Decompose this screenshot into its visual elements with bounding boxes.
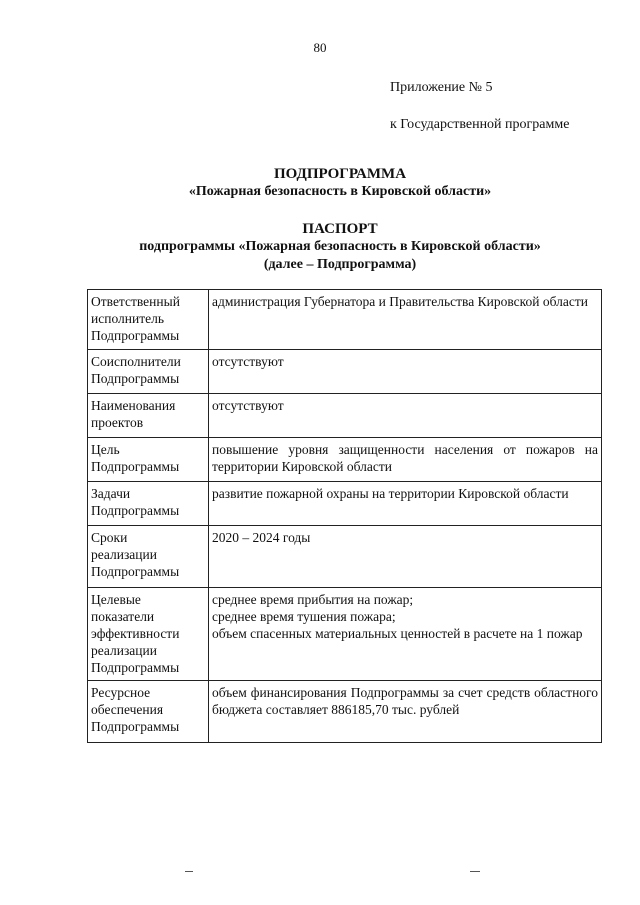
subprogram-heading: ПОДПРОГРАММА [273, 166, 407, 182]
row-label-line: Целевые [91, 592, 141, 607]
row-value-line: объем финансирования Подпрограммы за счет средств областного бюджета составляет 886185,70 тыс. рублей [212, 685, 598, 717]
passport-subtitle: подпрограммы «Пожарная безопасность в Кировской области» [139, 239, 541, 254]
row-label-line: Ресурсное [91, 685, 151, 700]
row-value-line: среднее время прибытия на пожар; [212, 592, 414, 607]
row-label-line: эффективности [91, 626, 180, 641]
row-label-line: реализации [91, 643, 157, 658]
row-value-line: повышение уровня защищенности населения от пожаров на территории Кировской области [212, 442, 598, 474]
row-value-line: среднее время тушения пожара; [212, 609, 396, 624]
table-row [88, 526, 602, 588]
row-label [88, 482, 209, 526]
row-label [88, 350, 209, 394]
table-row [88, 588, 602, 681]
table-row [88, 482, 602, 526]
row-label-line: Соисполнители [91, 354, 181, 369]
row-label-line: исполнитель [91, 311, 164, 326]
row-value [209, 526, 602, 588]
passport-title [0, 220, 640, 274]
row-value [209, 394, 602, 438]
row-label-line: Сроки [91, 530, 128, 545]
row-value-line: объем спасенных материальных ценностей в расчете на 1 пожар [212, 626, 583, 641]
row-label-line: Подпрограммы [91, 459, 180, 474]
row-value [209, 482, 602, 526]
scan-artifact [185, 871, 193, 872]
row-value [209, 681, 602, 743]
row-value [209, 290, 602, 350]
passport-heading: ПАСПОРТ [302, 221, 378, 237]
table-row [88, 438, 602, 482]
row-label-line: Подпрограммы [91, 371, 180, 386]
row-label-line: обеспечения [91, 702, 164, 717]
row-value [209, 438, 602, 482]
passport-table [87, 289, 602, 743]
table-row [88, 681, 602, 743]
row-value-line: отсутствуют [212, 354, 284, 369]
appendix-number: Приложение № 5 [390, 80, 493, 95]
row-label [88, 526, 209, 588]
page-number: 80 [313, 40, 327, 55]
appendix-reference: к Государственной программе [390, 117, 570, 132]
row-value-line: отсутствуют [212, 398, 284, 413]
row-label-line: Подпрограммы [91, 660, 180, 675]
row-label [88, 588, 209, 681]
subprogram-title [0, 165, 640, 201]
row-value [209, 350, 602, 394]
row-label-line: Подпрограммы [91, 719, 180, 734]
row-label [88, 290, 209, 350]
row-label-line: Ответственный [91, 294, 180, 309]
row-label [88, 681, 209, 743]
table-row [88, 290, 602, 350]
row-value-line: администрация Губернатора и Правительства Кировской области [212, 294, 588, 309]
row-label-line: Цель [91, 442, 120, 457]
row-label-line: Подпрограммы [91, 564, 180, 579]
row-label-line: проектов [91, 415, 144, 430]
row-label-line: Подпрограммы [91, 503, 180, 518]
row-label-line: Задачи [91, 486, 131, 501]
row-value-line: развитие пожарной охраны на территории Кировской области [212, 486, 569, 501]
table-row [88, 394, 602, 438]
row-label-line: показатели [91, 609, 155, 624]
passport-note: (далее – Подпрограмма) [263, 257, 417, 272]
row-value-line: 2020 – 2024 годы [212, 530, 311, 545]
subprogram-name: «Пожарная безопасность в Кировской области» [188, 184, 492, 199]
row-label [88, 394, 209, 438]
scan-artifact [470, 871, 480, 872]
row-label [88, 438, 209, 482]
row-value [209, 588, 602, 681]
row-label-line: реализации [91, 547, 157, 562]
table-row [88, 350, 602, 394]
row-label-line: Подпрограммы [91, 328, 180, 343]
row-label-line: Наименования [91, 398, 176, 413]
